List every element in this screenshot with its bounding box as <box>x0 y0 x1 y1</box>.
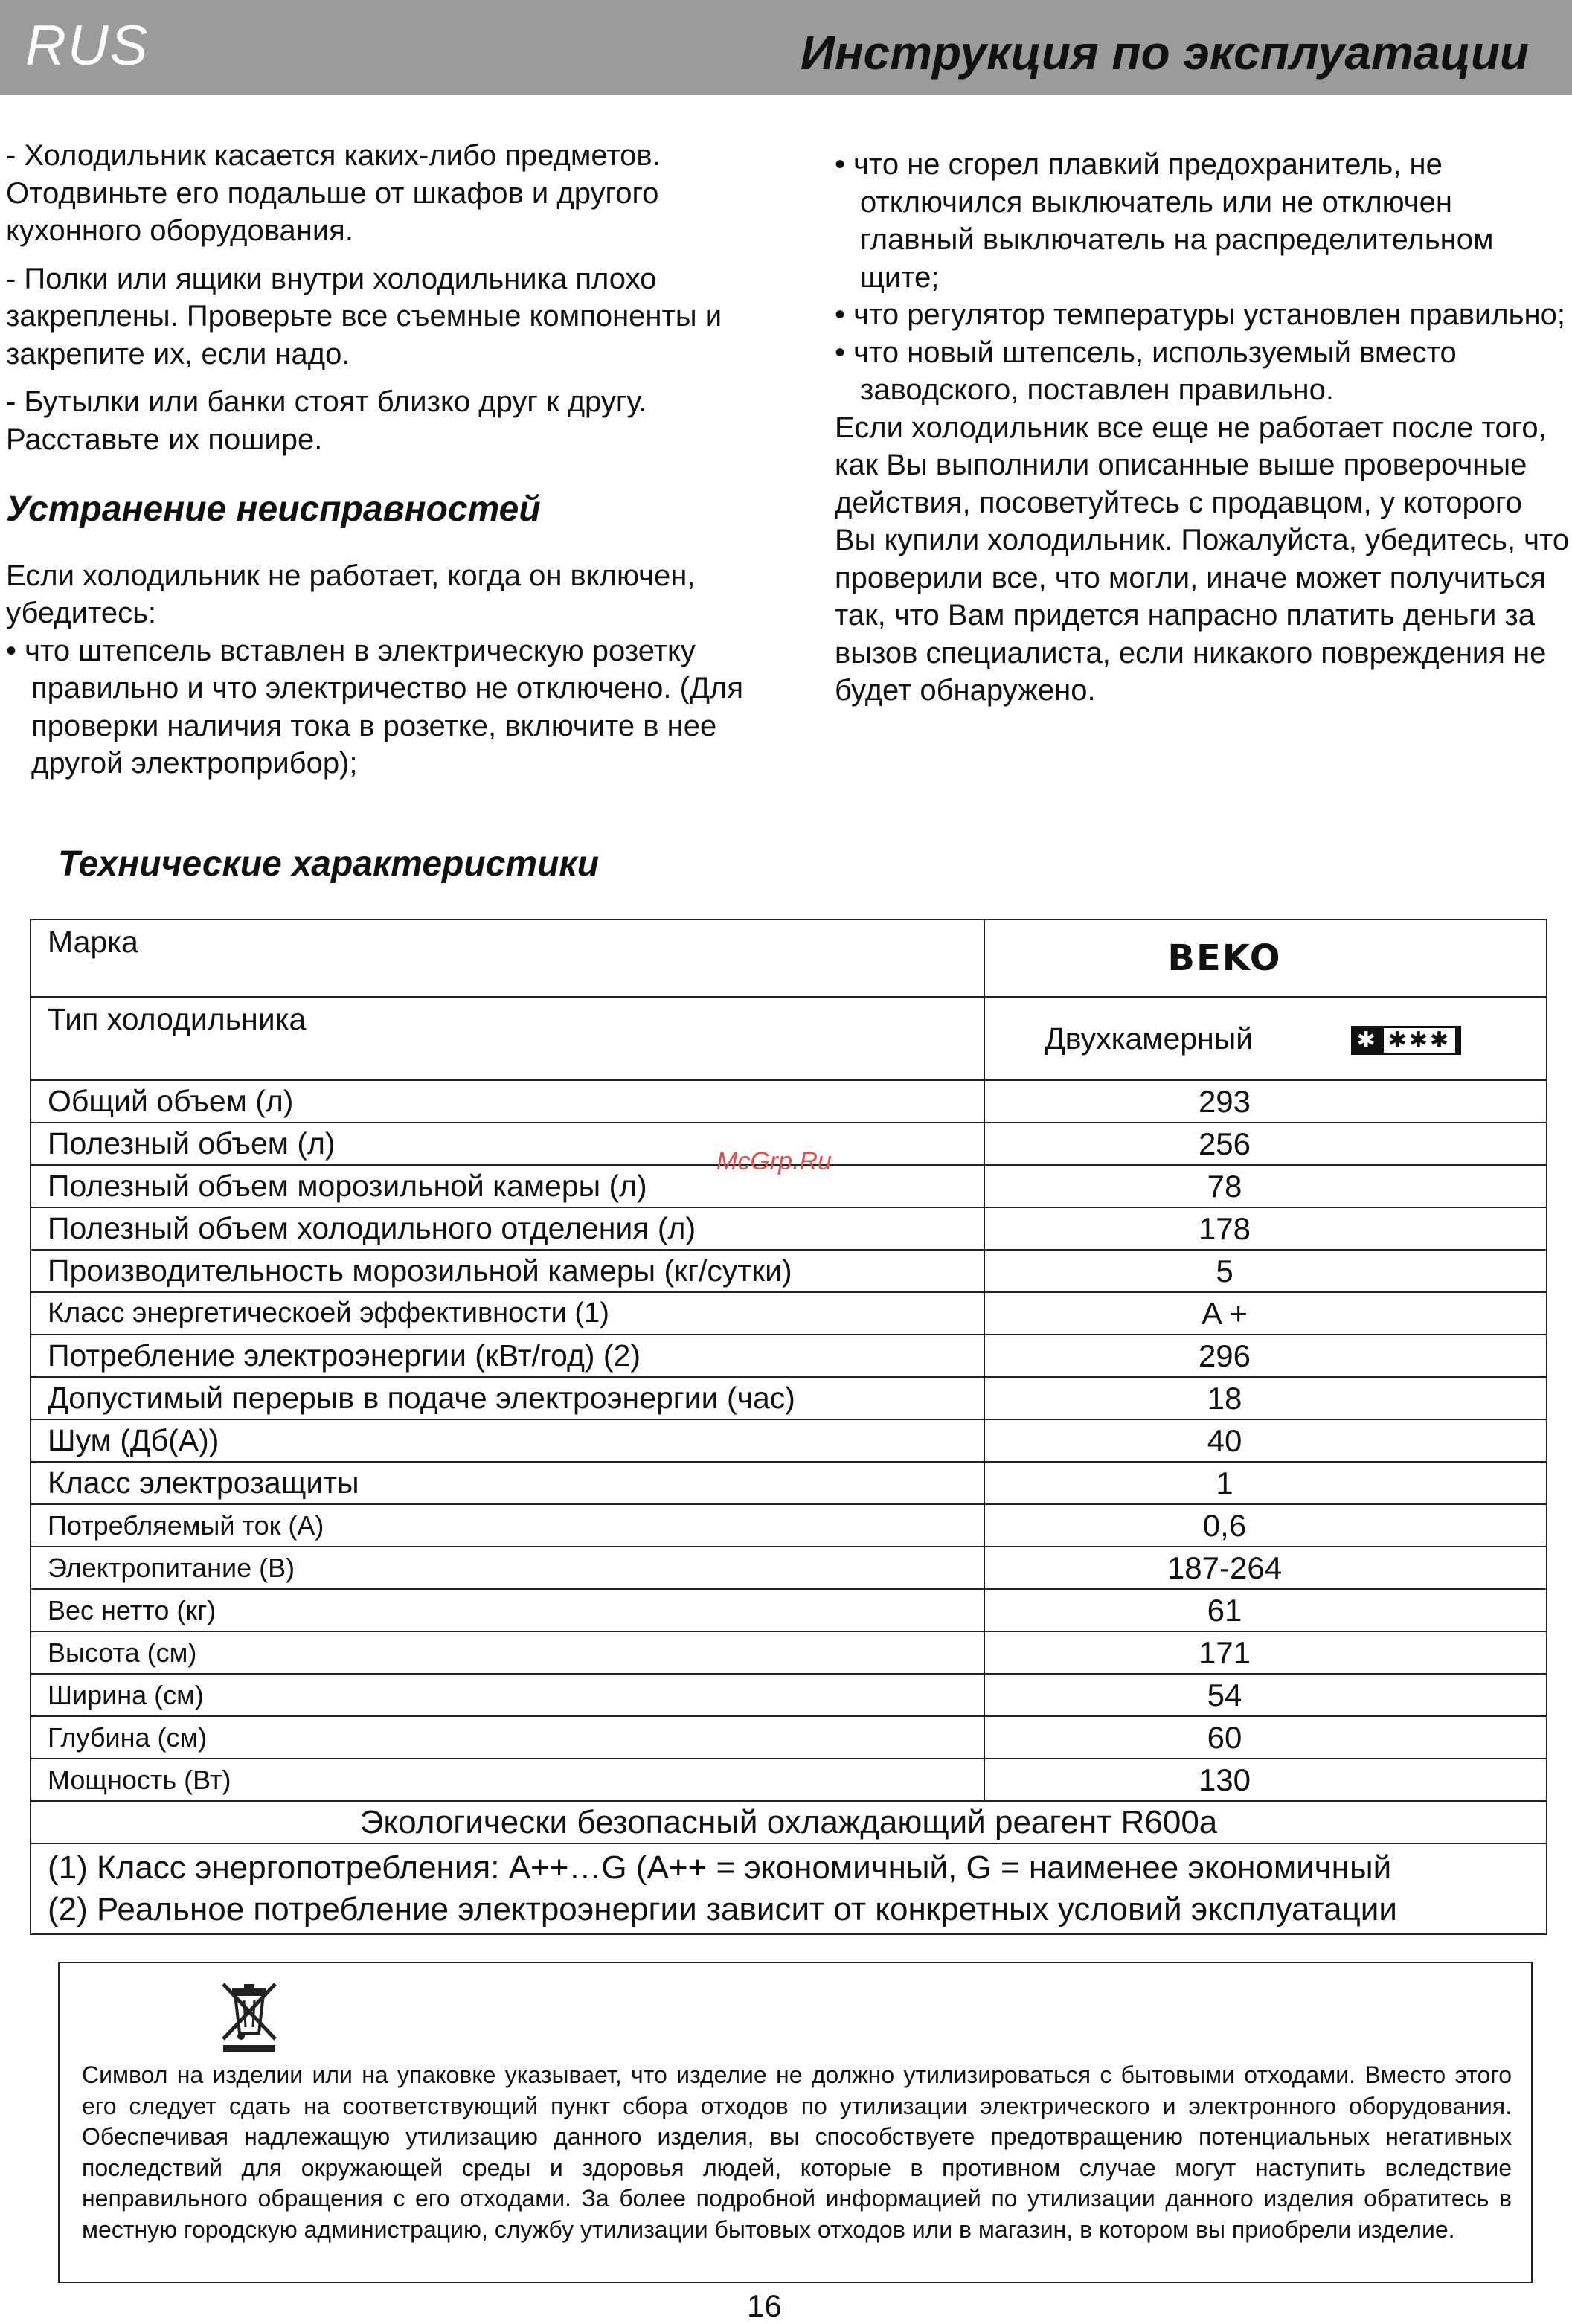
spec-label: Общий объем (л) <box>31 1080 984 1123</box>
recycling-notice <box>58 1962 1533 2283</box>
spec-row <box>31 1716 1547 1759</box>
spec-value: 293 <box>984 1080 1547 1123</box>
spec-label: Полезный объем (л) <box>31 1123 984 1165</box>
spec-label: Электропитание (В) <box>31 1547 984 1589</box>
recycling-text: Символ на изделии или на упаковке указывает, что изделие не должно утилизироваться с бытовыми отходами. Вместо этого его следует сдать на соответствующий пункт сбора отходов по утилизации электрического и электронного оборудования. Обеспечивая надлежащую утилизацию данного изделия, вы способствуете предотвращению потенциальных негативных последствий для окружающей среды и здоровья людей, которые в противном случае могут наступить вследствие неправильного обращения с его отходами. За более подробной информацией по утилизации данного изделия обратитесь в местную городскую администрацию, службу утилизации бытовых отходов или в магазин, в котором вы приобрели изделие. <box>82 2061 1512 2243</box>
spec-row <box>31 1080 1547 1123</box>
spec-value: Двухкамерный <box>1045 1021 1254 1056</box>
crossed-out-bin-icon <box>216 1980 283 2054</box>
closing-paragraph: Если холодильник все еще не работает после того, как Вы выполнили описанные выше проверочные действия, посоветуйтесь с продавцом, у которого Вы купили холодильник. Пожалуйста, убедитесь, что проверили все, что могли, иначе может получиться так, что Вам придется напрасно платить деньги за вызов специалиста, если никакого повреждения не будет обнаружено. <box>835 411 1570 707</box>
spec-value: 5 <box>984 1250 1547 1292</box>
spec-label: Вес нетто (кг) <box>31 1589 984 1631</box>
spec-label: Мощность (Вт) <box>31 1759 984 1801</box>
left-paragraph-2: - Полки или ящики внутри холодильника плохо закреплены. Проверьте все съемные компоненты и закрепите их, если надо. <box>6 262 722 370</box>
spec-value: 296 <box>984 1335 1547 1377</box>
spec-row <box>31 1631 1547 1674</box>
spec-row <box>31 1462 1547 1504</box>
spec-label: Полезный объем морозильной камеры (л) <box>31 1165 984 1207</box>
spec-row <box>31 1335 1547 1377</box>
spec-row <box>31 1377 1547 1419</box>
spec-value: A + <box>984 1292 1547 1335</box>
spec-row-notes <box>31 1843 1547 1934</box>
spec-row <box>31 1207 1547 1250</box>
spec-label: Потребляемый ток (А) <box>31 1504 984 1547</box>
page-header <box>0 0 1572 95</box>
left-paragraph-3: - Бутылки или банки стоят близко друг к другу. Расставьте их пошире. <box>6 385 647 456</box>
spec-label: Класс электрозащиты <box>31 1462 984 1504</box>
spec-value: 130 <box>984 1759 1547 1801</box>
eco-refrigerant-note: Экологически безопасный охлаждающий реагент R600a <box>31 1801 1547 1843</box>
spec-row <box>31 1292 1547 1335</box>
spec-label: Класс энергетическоей эффективности (1) <box>31 1292 984 1335</box>
document-title: Инструкция по эксплуатации <box>800 26 1529 80</box>
spec-row <box>31 1589 1547 1631</box>
spec-label: Тип холодильника <box>31 997 984 1080</box>
check-bullet-3: • что регулятор температуры установлен правильно; <box>835 298 1565 331</box>
spec-label: Глубина (см) <box>31 1716 984 1759</box>
spec-row <box>31 1547 1547 1589</box>
spec-label: Высота (см) <box>31 1631 984 1674</box>
spec-value: 178 <box>984 1207 1547 1250</box>
spec-row-eco <box>31 1801 1547 1843</box>
spec-value: 61 <box>984 1589 1547 1631</box>
spec-label: Ширина (см) <box>31 1674 984 1716</box>
language-code: RUS <box>25 14 150 77</box>
watermark: McGrp.Ru <box>716 1147 832 1175</box>
spec-value: 18 <box>984 1377 1547 1419</box>
footnote-2: (2) Реальное потребление электроэнергии зависит от конкретных условий эксплуатации <box>48 1891 1397 1927</box>
specs-table <box>30 919 1547 1935</box>
tech-specs-heading: Технические характеристики <box>58 844 600 884</box>
freezer-star-rating-icon: ✱ ✱✱✱ <box>1351 1026 1462 1055</box>
spec-row-type <box>31 997 1547 1080</box>
spec-value: 256 <box>984 1123 1547 1165</box>
check-bullet-2: • что не сгорел плавкий предохранитель, не отключился выключатель или не отключен главный выключатель на распределительном щите; <box>835 148 1494 294</box>
troubleshoot-intro: Если холодильник не работает, когда он включен, убедитесь: <box>6 559 696 629</box>
spec-row-brand <box>31 919 1547 997</box>
spec-label: Шум (Дб(A)) <box>31 1419 984 1462</box>
brand-logo: BEKO <box>1167 937 1282 979</box>
spec-label: Потребление электроэнергии (кВт/год) (2) <box>31 1335 984 1377</box>
spec-row <box>31 1250 1547 1292</box>
spec-value: 187-264 <box>984 1547 1547 1589</box>
spec-row <box>31 1504 1547 1547</box>
spec-label: Производительность морозильной камеры (кг/сутки) <box>31 1250 984 1292</box>
spec-value: 0,6 <box>984 1504 1547 1547</box>
spec-value: 60 <box>984 1716 1547 1759</box>
spec-row <box>31 1419 1547 1462</box>
left-paragraph-1: - Холодильник касается каких-либо предметов. Отодвиньте его подальше от шкафов и другого кухонного оборудования. <box>6 139 661 247</box>
check-bullet-4: • что новый штепсель, используемый вместо заводского, поставлен правильно. <box>835 336 1457 406</box>
troubleshoot-heading: Устранение неисправностей <box>6 489 541 529</box>
spec-label: Допустимый перерыв в подаче электроэнергии (час) <box>31 1377 984 1419</box>
spec-label: Полезный объем холодильного отделения (л) <box>31 1207 984 1250</box>
spec-label: Марка <box>31 919 984 997</box>
left-column <box>6 137 787 783</box>
spec-value: 1 <box>984 1462 1547 1504</box>
spec-value: 78 <box>984 1165 1547 1207</box>
spec-row <box>31 1759 1547 1801</box>
spec-row <box>31 1674 1547 1716</box>
spec-value: 171 <box>984 1631 1547 1674</box>
spec-value: 54 <box>984 1674 1547 1716</box>
right-column <box>835 146 1571 710</box>
check-bullet-1: • что штепсель вставлен в электрическую розетку правильно и что электричество не отключено. (Для проверки наличия тока в розетке, включите в нее другой электроприбор); <box>6 634 744 780</box>
spec-value: 40 <box>984 1419 1547 1462</box>
footnote-1: (1) Класс энергопотребления: A++…G (A++ = экономичный, G = наименее экономичный <box>48 1849 1392 1886</box>
page-number: 16 <box>747 2288 782 2323</box>
